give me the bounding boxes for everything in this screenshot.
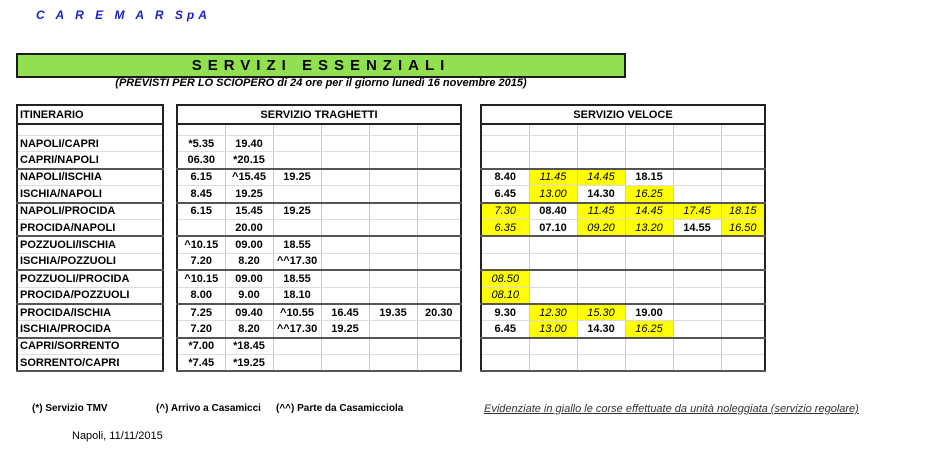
ferry-time: 06.30 (177, 152, 225, 169)
spacer-cell (369, 124, 417, 136)
fast-time: 18.15 (625, 169, 673, 186)
ferry-time (321, 338, 369, 355)
legend-arrivo: (^) Arrivo a Casamicci (156, 403, 261, 414)
fast-time (529, 287, 577, 304)
fast-time-highlighted: 09.20 (577, 219, 625, 236)
table-row (177, 236, 461, 253)
table-row (177, 287, 461, 304)
route-name: POZZUOLI/ISCHIA (17, 236, 163, 253)
ferry-time (417, 321, 461, 338)
table-row (481, 169, 765, 186)
ferry-time: 8.20 (225, 321, 273, 338)
table-row (177, 253, 461, 270)
ferry-time (417, 219, 461, 236)
ferry-time: ^10.55 (273, 304, 321, 321)
ferry-time: 19.25 (225, 186, 273, 203)
spacer-cell (721, 124, 765, 136)
ferry-time (369, 338, 417, 355)
ferry-time (417, 236, 461, 253)
fast-time (673, 287, 721, 304)
ferry-time: 8.45 (177, 186, 225, 203)
ferry-time: 8.00 (177, 287, 225, 304)
fast-time: 8.40 (481, 169, 529, 186)
ferry-time (273, 338, 321, 355)
fast-time-highlighted: 15.30 (577, 304, 625, 321)
ferry-time (273, 186, 321, 203)
ferry-time: *7.00 (177, 338, 225, 355)
ferry-header: SERVIZIO TRAGHETTI (177, 105, 461, 124)
ferry-time: 09.00 (225, 270, 273, 287)
table-row (177, 169, 461, 186)
ferry-time: 18.55 (273, 270, 321, 287)
fast-time (721, 270, 765, 287)
fast-time-highlighted: 7.30 (481, 203, 529, 220)
ferry-time: ^10.15 (177, 270, 225, 287)
fast-time (673, 253, 721, 270)
table-row (17, 253, 163, 270)
spacer-cell (417, 124, 461, 136)
ferry-time: 20.30 (417, 304, 461, 321)
ferry-time (321, 186, 369, 203)
fast-time-highlighted: 16.25 (625, 186, 673, 203)
table-row (481, 253, 765, 270)
fast-time (577, 355, 625, 372)
fast-time (625, 253, 673, 270)
ferry-time: ^10.15 (177, 236, 225, 253)
ferry-time: 9.00 (225, 287, 273, 304)
fast-time (721, 338, 765, 355)
page-subtitle: (PREVISTI PER LO SCIOPERO di 24 ore per il giorno lunedì 16 novembre 2015) (115, 77, 527, 89)
legend-partenza: (^^) Parte da Casamicciola (276, 403, 404, 414)
ferry-time (369, 219, 417, 236)
fast-time (481, 355, 529, 372)
fast-time (721, 304, 765, 321)
fast-time (673, 270, 721, 287)
table-row (17, 152, 163, 169)
fast-time (673, 169, 721, 186)
fast-time (529, 253, 577, 270)
ferry-time (417, 338, 461, 355)
ferry-time: *19.25 (225, 355, 273, 372)
table-row (481, 304, 765, 321)
ferry-time (369, 152, 417, 169)
ferry-time (273, 136, 321, 152)
spacer-cell (625, 124, 673, 136)
fast-time (529, 236, 577, 253)
table-row (17, 304, 163, 321)
ferry-time (417, 152, 461, 169)
fast-time (625, 152, 673, 169)
fast-time (673, 186, 721, 203)
ferry-service-table (176, 104, 462, 372)
ferry-time (369, 236, 417, 253)
ferry-time: 19.25 (273, 169, 321, 186)
table-header-row (17, 105, 163, 124)
ferry-time (321, 253, 369, 270)
ferry-time (321, 270, 369, 287)
fast-time: 6.45 (481, 321, 529, 338)
ferry-time (417, 355, 461, 372)
table-row (481, 186, 765, 203)
table-row (17, 321, 163, 338)
ferry-time: 19.25 (273, 203, 321, 220)
route-name: ISCHIA/PROCIDA (17, 321, 163, 338)
table-row (481, 355, 765, 372)
table-row (17, 219, 163, 236)
fast-time (625, 270, 673, 287)
fast-time (721, 169, 765, 186)
fast-time-highlighted: 17.45 (673, 203, 721, 220)
itinerary-table (16, 104, 164, 372)
ferry-time (369, 270, 417, 287)
spacer-cell (673, 124, 721, 136)
ferry-time: 6.15 (177, 203, 225, 220)
route-name: PROCIDA/POZZUOLI (17, 287, 163, 304)
fast-time (673, 338, 721, 355)
ferry-time (273, 152, 321, 169)
table-row (177, 270, 461, 287)
spacer-row (177, 124, 461, 136)
table-row (177, 321, 461, 338)
fast-time-highlighted: 08.50 (481, 270, 529, 287)
table-row (481, 270, 765, 287)
fast-time: 14.30 (577, 321, 625, 338)
fast-time (673, 236, 721, 253)
place-date: Napoli, 11/11/2015 (72, 430, 163, 442)
ferry-time: ^^17.30 (273, 321, 321, 338)
ferry-time (417, 169, 461, 186)
table-row (177, 219, 461, 236)
route-name: ISCHIA/POZZUOLI (17, 253, 163, 270)
fast-time (481, 152, 529, 169)
fast-time-highlighted: 13.00 (529, 186, 577, 203)
fast-time-highlighted: 16.25 (625, 321, 673, 338)
fast-time (481, 236, 529, 253)
fast-time: 07.10 (529, 219, 577, 236)
company-name: C A R E M A R SpA (36, 8, 211, 22)
route-name: NAPOLI/CAPRI (17, 136, 163, 152)
ferry-time (417, 203, 461, 220)
ferry-time (417, 253, 461, 270)
ferry-time (321, 203, 369, 220)
ferry-time (321, 152, 369, 169)
fast-time (577, 287, 625, 304)
spacer-cell (321, 124, 369, 136)
fast-time (625, 287, 673, 304)
ferry-time: ^15.45 (225, 169, 273, 186)
fast-service-table (480, 104, 766, 372)
table-row (17, 270, 163, 287)
fast-time (625, 136, 673, 152)
page-title: SERVIZI ESSENZIALI (16, 53, 626, 78)
ferry-time: 7.25 (177, 304, 225, 321)
fast-time-highlighted: 6.35 (481, 219, 529, 236)
fast-time (577, 152, 625, 169)
spacer-cell (577, 124, 625, 136)
ferry-time (369, 203, 417, 220)
table-row (17, 355, 163, 372)
fast-time-highlighted: 11.45 (529, 169, 577, 186)
ferry-time: *5.35 (177, 136, 225, 152)
ferry-time: *7.45 (177, 355, 225, 372)
ferry-time: 15.45 (225, 203, 273, 220)
ferry-time: 18.55 (273, 236, 321, 253)
fast-time (721, 355, 765, 372)
spacer-row (17, 124, 163, 136)
ferry-time: 8.20 (225, 253, 273, 270)
fast-time (481, 253, 529, 270)
route-name: CAPRI/SORRENTO (17, 338, 163, 355)
route-name: POZZUOLI/PROCIDA (17, 270, 163, 287)
fast-time-highlighted: 18.15 (721, 203, 765, 220)
ferry-time: 20.00 (225, 219, 273, 236)
fast-time (673, 355, 721, 372)
ferry-time (369, 186, 417, 203)
fast-time (481, 136, 529, 152)
table-row (481, 236, 765, 253)
table-row (17, 186, 163, 203)
route-name: NAPOLI/PROCIDA (17, 203, 163, 220)
table-header-row (177, 105, 461, 124)
ferry-time (321, 136, 369, 152)
ferry-time (369, 169, 417, 186)
ferry-time (369, 136, 417, 152)
ferry-time (369, 287, 417, 304)
table-row (177, 136, 461, 152)
route-name: ISCHIA/NAPOLI (17, 186, 163, 203)
fast-time (577, 338, 625, 355)
ferry-time: ^^17.30 (273, 253, 321, 270)
ferry-time: *18.45 (225, 338, 273, 355)
itinerary-header: ITINERARIO (17, 105, 163, 124)
fast-time: 19.00 (625, 304, 673, 321)
ferry-time (177, 219, 225, 236)
table-row (17, 287, 163, 304)
table-row (17, 338, 163, 355)
fast-time (673, 136, 721, 152)
fast-time (721, 253, 765, 270)
ferry-time (417, 270, 461, 287)
ferry-time (417, 186, 461, 203)
fast-time (625, 355, 673, 372)
ferry-time (369, 355, 417, 372)
ferry-time: 7.20 (177, 321, 225, 338)
spacer-cell (481, 124, 529, 136)
ferry-time (273, 219, 321, 236)
ferry-time: 16.45 (321, 304, 369, 321)
ferry-time (321, 287, 369, 304)
spacer-cell (225, 124, 273, 136)
fast-time (577, 136, 625, 152)
ferry-time: 19.25 (321, 321, 369, 338)
table-row (17, 236, 163, 253)
fast-time (673, 304, 721, 321)
fast-time (481, 338, 529, 355)
route-name: NAPOLI/ISCHIA (17, 169, 163, 186)
table-row (17, 136, 163, 152)
spacer-cell (177, 124, 225, 136)
spacer-row (481, 124, 765, 136)
fast-time (673, 321, 721, 338)
fast-time (577, 236, 625, 253)
fast-time (529, 270, 577, 287)
fast-time (529, 355, 577, 372)
table-row (481, 287, 765, 304)
ferry-time: 7.20 (177, 253, 225, 270)
fast-header: SERVIZIO VELOCE (481, 105, 765, 124)
ferry-time (321, 355, 369, 372)
ferry-time: 09.40 (225, 304, 273, 321)
fast-time-highlighted: 12.30 (529, 304, 577, 321)
ferry-time: 19.35 (369, 304, 417, 321)
fast-time (625, 338, 673, 355)
ferry-time (417, 136, 461, 152)
table-header-row (481, 105, 765, 124)
ferry-time: 18.10 (273, 287, 321, 304)
fast-time (721, 136, 765, 152)
table-row (481, 152, 765, 169)
ferry-time (369, 253, 417, 270)
fast-time (721, 287, 765, 304)
table-row (177, 203, 461, 220)
spacer-cell (17, 124, 163, 136)
fast-time (721, 152, 765, 169)
table-row (177, 338, 461, 355)
fast-time (529, 338, 577, 355)
table-row (481, 136, 765, 152)
ferry-time (369, 321, 417, 338)
route-name: PROCIDA/ISCHIA (17, 304, 163, 321)
table-row (17, 169, 163, 186)
table-row (481, 321, 765, 338)
ferry-time: 19.40 (225, 136, 273, 152)
fast-time: 14.30 (577, 186, 625, 203)
fast-time: 14.55 (673, 219, 721, 236)
route-name: SORRENTO/CAPRI (17, 355, 163, 372)
ferry-time (273, 355, 321, 372)
fast-time: 08.40 (529, 203, 577, 220)
table-row (177, 186, 461, 203)
table-row (17, 203, 163, 220)
fast-time: 6.45 (481, 186, 529, 203)
ferry-time: 09.00 (225, 236, 273, 253)
legend-tmv: (*) Servizio TMV (32, 403, 108, 414)
table-row (481, 203, 765, 220)
fast-time-highlighted: 08.10 (481, 287, 529, 304)
spacer-cell (273, 124, 321, 136)
fast-time (529, 152, 577, 169)
ferry-time (321, 219, 369, 236)
fast-time (529, 136, 577, 152)
ferry-time: *20.15 (225, 152, 273, 169)
fast-time-highlighted: 14.45 (625, 203, 673, 220)
table-row (481, 338, 765, 355)
route-name: CAPRI/NAPOLI (17, 152, 163, 169)
table-row (177, 355, 461, 372)
fast-time-highlighted: 14.45 (577, 169, 625, 186)
table-row (481, 219, 765, 236)
ferry-time: 6.15 (177, 169, 225, 186)
fast-time (577, 270, 625, 287)
route-name: PROCIDA/NAPOLI (17, 219, 163, 236)
fast-time (625, 236, 673, 253)
table-row (177, 152, 461, 169)
ferry-time (417, 287, 461, 304)
fast-time (721, 186, 765, 203)
fast-time (721, 236, 765, 253)
fast-time (721, 321, 765, 338)
highlight-legend-note: Evidenziate in giallo le corse effettuate da unità noleggiata (servizio regolare) (484, 403, 859, 415)
table-row (177, 304, 461, 321)
fast-time-highlighted: 16.50 (721, 219, 765, 236)
ferry-time (321, 236, 369, 253)
fast-time: 9.30 (481, 304, 529, 321)
fast-time-highlighted: 13.00 (529, 321, 577, 338)
fast-time-highlighted: 13.20 (625, 219, 673, 236)
fast-time (673, 152, 721, 169)
fast-time-highlighted: 11.45 (577, 203, 625, 220)
ferry-time (321, 169, 369, 186)
fast-time (577, 253, 625, 270)
spacer-cell (529, 124, 577, 136)
